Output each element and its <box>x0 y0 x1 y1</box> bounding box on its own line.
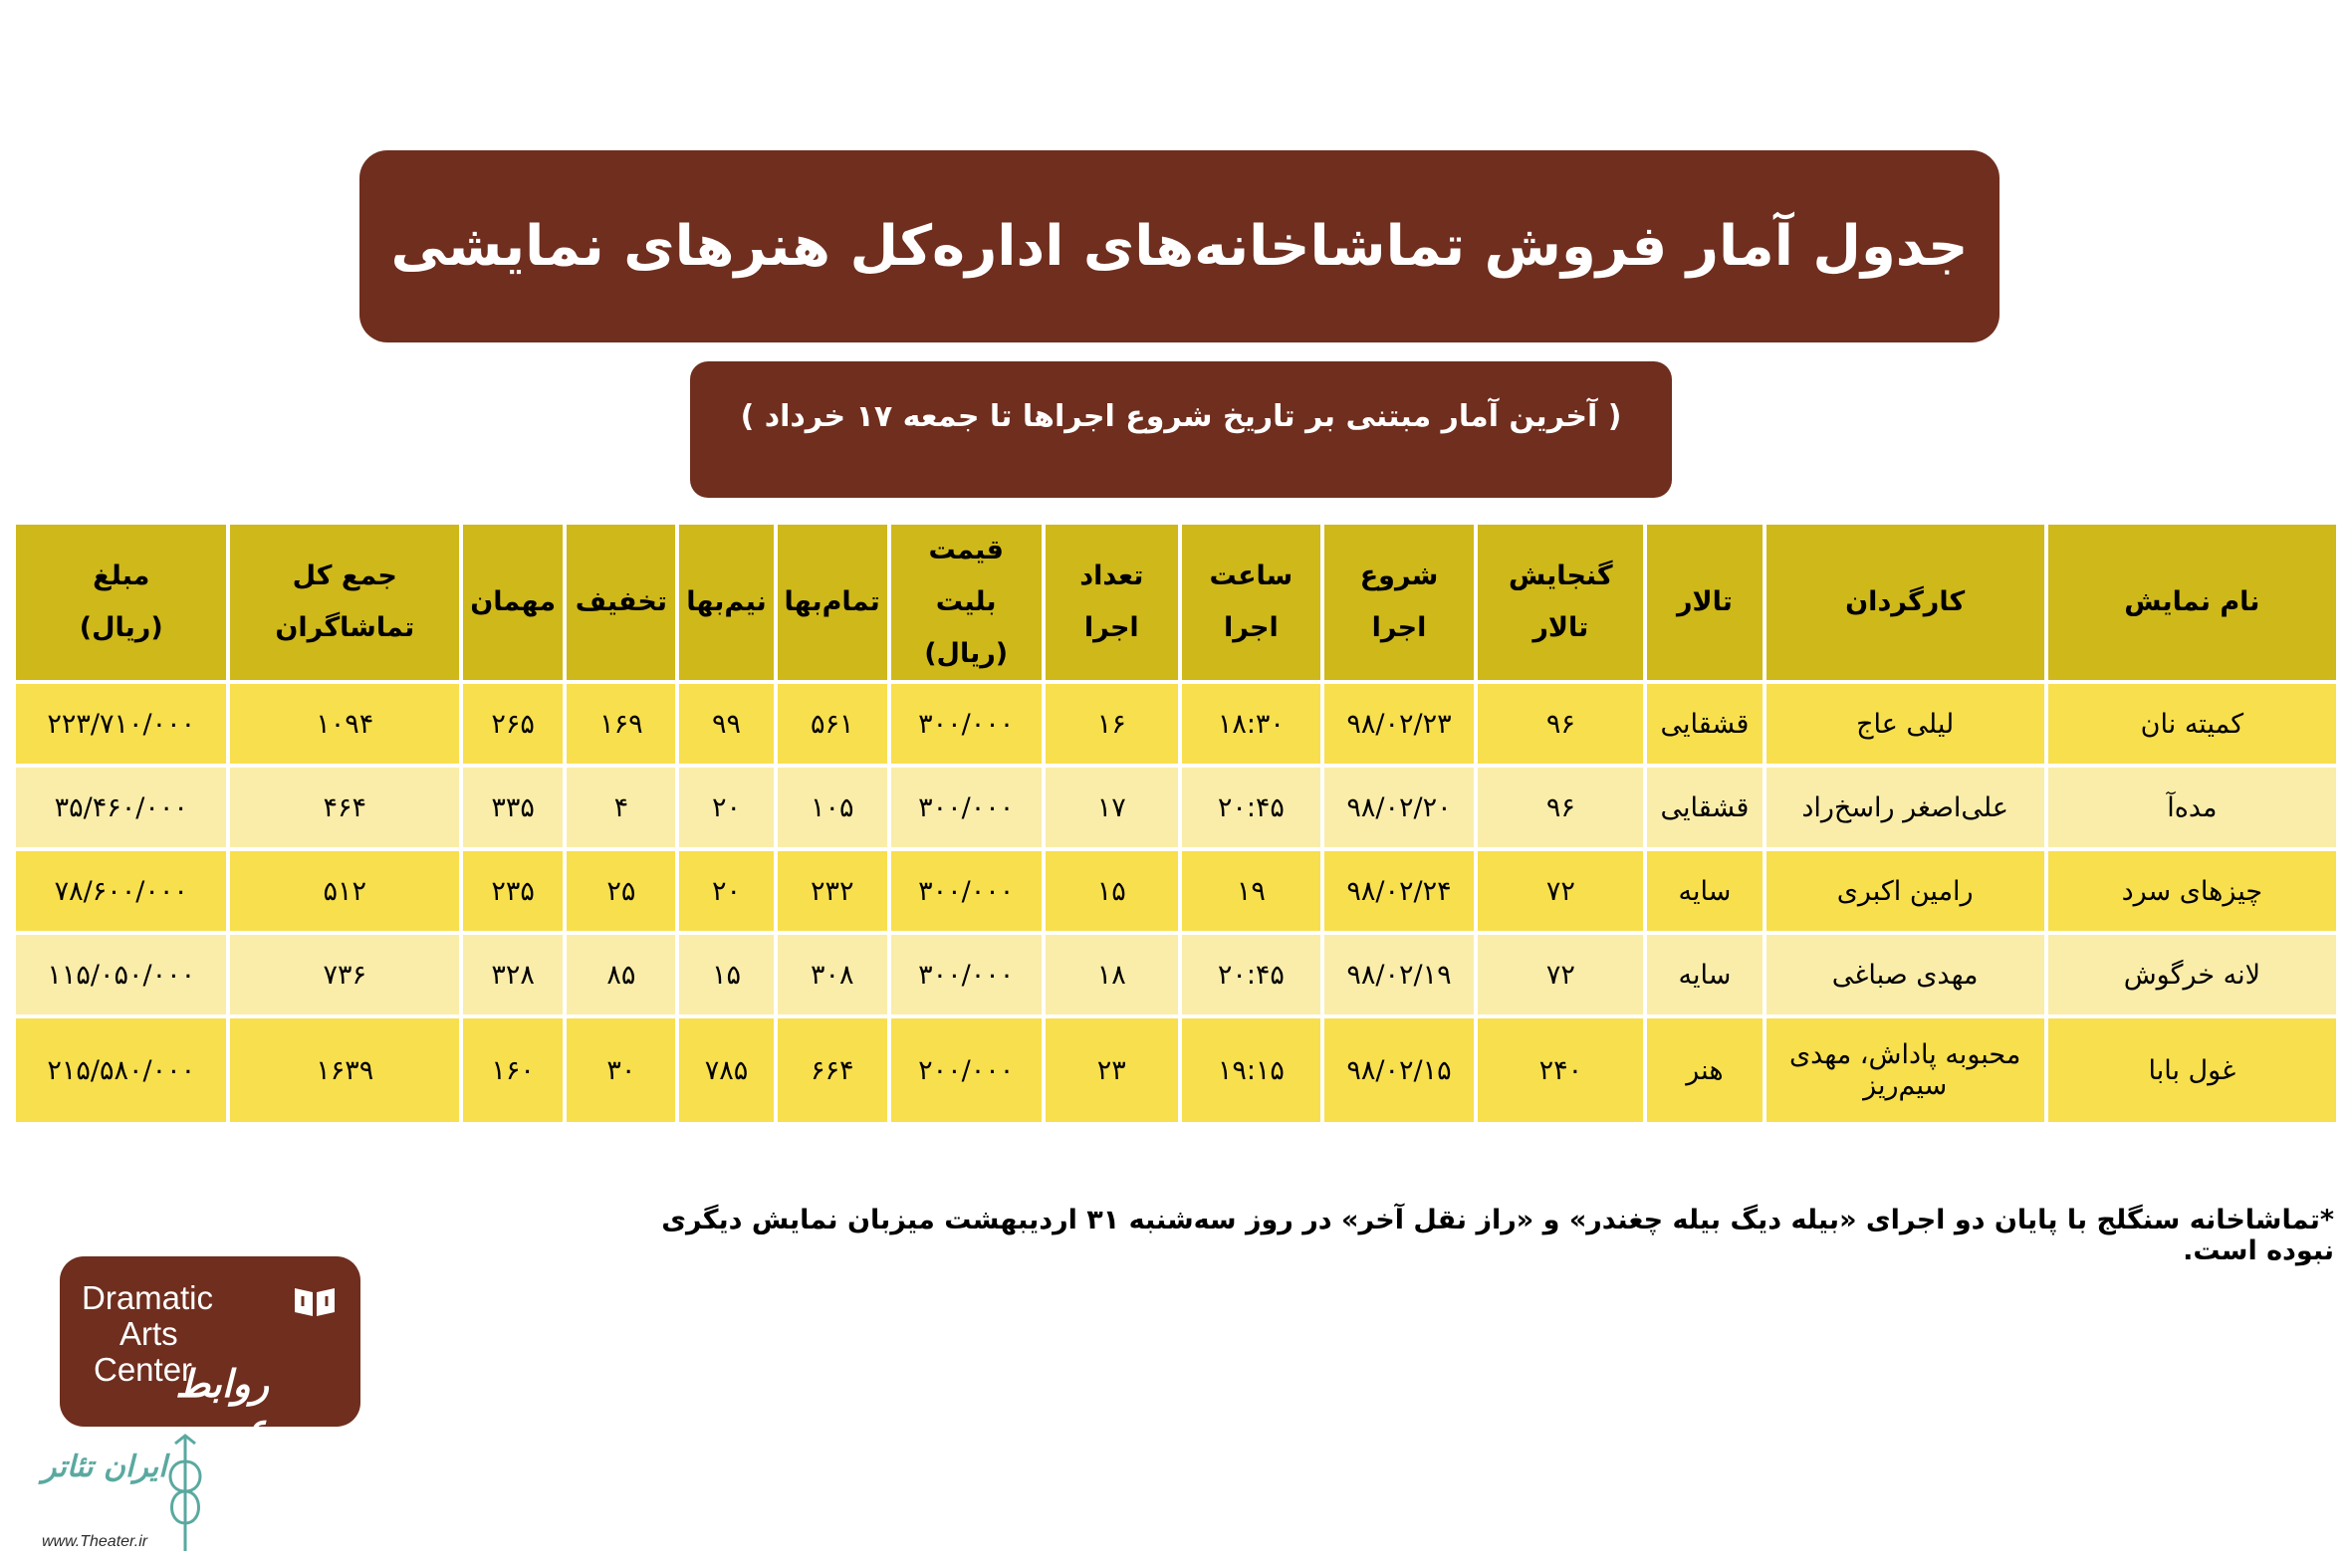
cell-guest: ۳۳۵ <box>461 766 565 849</box>
table-row <box>14 933 2338 1016</box>
cell-discount: ۳۰ <box>565 1016 677 1124</box>
cell-guest: ۲۳۵ <box>461 849 565 933</box>
cell-capacity: ۷۲ <box>1476 849 1645 933</box>
cell-time: ۱۹:۱۵ <box>1180 1016 1322 1124</box>
cell-show-name: لانه خرگوش <box>2046 933 2338 1016</box>
theater-logo-url: www.Theater.ir <box>42 1533 148 1550</box>
cell-time: ۱۹ <box>1180 849 1322 933</box>
header-total-audience: جمع کل تماشاگران <box>228 523 461 682</box>
cell-start-date: ۹۸/۰۲/۲۰ <box>1322 766 1477 849</box>
cell-ticket-price: ۳۰۰/۰۰۰ <box>889 766 1044 849</box>
header-start-date: شروع اجرا <box>1322 523 1477 682</box>
cell-hall: قشقایی <box>1645 682 1764 766</box>
cell-half-price: ۷۸۵ <box>677 1016 775 1124</box>
cell-total-audience: ۱۶۳۹ <box>228 1016 461 1124</box>
cell-time: ۲۰:۴۵ <box>1180 766 1322 849</box>
theater-logo-text: ایران تئاتر <box>42 1450 167 1484</box>
cell-performances: ۲۳ <box>1044 1016 1181 1124</box>
header-show-name: نام نمایش <box>2046 523 2338 682</box>
table-header-row <box>14 523 2338 682</box>
cell-director: لیلی عاج <box>1764 682 2046 766</box>
header-hall: تالار <box>1645 523 1764 682</box>
cell-amount: ۲۱۵/۵۸۰/۰۰۰ <box>14 1016 228 1124</box>
cell-show-name: مده‌آ <box>2046 766 2338 849</box>
cell-performances: ۱۷ <box>1044 766 1181 849</box>
cell-hall: سایه <box>1645 849 1764 933</box>
cell-discount: ۱۶۹ <box>565 682 677 766</box>
logo-english-text: Dramatic Arts Center <box>82 1279 214 1388</box>
subtitle-banner <box>690 361 1672 498</box>
cell-amount: ۱۱۵/۰۵۰/۰۰۰ <box>14 933 228 1016</box>
page-title: جدول آمار فروش تماشاخانه‌های اداره‌کل هنرهای نمایشی <box>390 214 1969 279</box>
cell-performances: ۱۶ <box>1044 682 1181 766</box>
cell-director: مهدی صباغی <box>1764 933 2046 1016</box>
cell-director: محبوبه پاداش، مهدی سیم‌ریز <box>1764 1016 2046 1124</box>
cell-capacity: ۲۴۰ <box>1476 1016 1645 1124</box>
footnote: *تماشاخانه سنگلج با پایان دو اجرای «بیله دیگ بیله چغندر» و «راز نقل آخر» در روز سه‌شنبه ۳۱ اردیبهشت میزبان نمایش دیگری نبوده است. <box>661 1205 2334 1266</box>
sales-table <box>12 521 2340 1126</box>
cell-full-price: ۲۳۲ <box>776 849 889 933</box>
cell-total-audience: ۵۱۲ <box>228 849 461 933</box>
cell-half-price: ۲۰ <box>677 766 775 849</box>
cell-start-date: ۹۸/۰۲/۲۳ <box>1322 682 1477 766</box>
logo-persian-text: روابط عمومی <box>152 1362 269 1450</box>
cell-ticket-price: ۳۰۰/۰۰۰ <box>889 933 1044 1016</box>
cell-total-audience: ۴۶۴ <box>228 766 461 849</box>
cell-ticket-price: ۲۰۰/۰۰۰ <box>889 1016 1044 1124</box>
cell-show-name: غول بابا <box>2046 1016 2338 1124</box>
title-banner <box>359 150 1999 342</box>
book-icon <box>291 1280 339 1320</box>
cell-hall: سایه <box>1645 933 1764 1016</box>
cell-full-price: ۳۰۸ <box>776 933 889 1016</box>
header-time: ساعت اجرا <box>1180 523 1322 682</box>
cell-ticket-price: ۳۰۰/۰۰۰ <box>889 849 1044 933</box>
cell-time: ۲۰:۴۵ <box>1180 933 1322 1016</box>
iran-theater-logo <box>36 1432 215 1561</box>
header-amount: مبلغ (ریال) <box>14 523 228 682</box>
header-capacity: گنجایش تالار <box>1476 523 1645 682</box>
cell-discount: ۸۵ <box>565 933 677 1016</box>
cell-full-price: ۱۰۵ <box>776 766 889 849</box>
cell-start-date: ۹۸/۰۲/۱۹ <box>1322 933 1477 1016</box>
cell-start-date: ۹۸/۰۲/۲۴ <box>1322 849 1477 933</box>
cell-performances: ۱۸ <box>1044 933 1181 1016</box>
cell-time: ۱۸:۳۰ <box>1180 682 1322 766</box>
cell-show-name: کمیته نان <box>2046 682 2338 766</box>
table-row <box>14 682 2338 766</box>
cell-show-name: چیزهای سرد <box>2046 849 2338 933</box>
cell-half-price: ۹۹ <box>677 682 775 766</box>
cell-guest: ۱۶۰ <box>461 1016 565 1124</box>
cell-amount: ۷۸/۶۰۰/۰۰۰ <box>14 849 228 933</box>
header-ticket-price: قیمت بلیت (ریال) <box>889 523 1044 682</box>
header-guest: مهمان <box>461 523 565 682</box>
cell-director: رامین اکبری <box>1764 849 2046 933</box>
cell-guest: ۳۲۸ <box>461 933 565 1016</box>
cell-total-audience: ۱۰۹۴ <box>228 682 461 766</box>
cell-hall: قشقایی <box>1645 766 1764 849</box>
cell-amount: ۳۵/۴۶۰/۰۰۰ <box>14 766 228 849</box>
header-discount: تخفیف <box>565 523 677 682</box>
cell-start-date: ۹۸/۰۲/۱۵ <box>1322 1016 1477 1124</box>
table-row <box>14 849 2338 933</box>
dramatic-arts-center-logo <box>60 1256 360 1450</box>
cell-capacity: ۹۶ <box>1476 682 1645 766</box>
cell-full-price: ۵۶۱ <box>776 682 889 766</box>
cell-capacity: ۷۲ <box>1476 933 1645 1016</box>
cell-discount: ۲۵ <box>565 849 677 933</box>
header-performances: تعداد اجرا <box>1044 523 1181 682</box>
cell-director: علی‌اصغر راسخ‌راد <box>1764 766 2046 849</box>
header-full-price: تمام‌بها <box>776 523 889 682</box>
cell-guest: ۲۶۵ <box>461 682 565 766</box>
cell-half-price: ۲۰ <box>677 849 775 933</box>
table-row <box>14 1016 2338 1124</box>
page-subtitle: ( آخرین آمار مبتنی بر تاریخ شروع اجراها تا جمعه ۱۷ خرداد ) <box>740 399 1622 434</box>
cell-full-price: ۶۶۴ <box>776 1016 889 1124</box>
cell-discount: ۴ <box>565 766 677 849</box>
cell-half-price: ۱۵ <box>677 933 775 1016</box>
cell-amount: ۲۲۳/۷۱۰/۰۰۰ <box>14 682 228 766</box>
header-director: کارگردان <box>1764 523 2046 682</box>
table-row <box>14 766 2338 849</box>
header-half-price: نیم‌بها <box>677 523 775 682</box>
cell-performances: ۱۵ <box>1044 849 1181 933</box>
cell-total-audience: ۷۳۶ <box>228 933 461 1016</box>
cell-capacity: ۹۶ <box>1476 766 1645 849</box>
cell-hall: هنر <box>1645 1016 1764 1124</box>
cell-ticket-price: ۳۰۰/۰۰۰ <box>889 682 1044 766</box>
